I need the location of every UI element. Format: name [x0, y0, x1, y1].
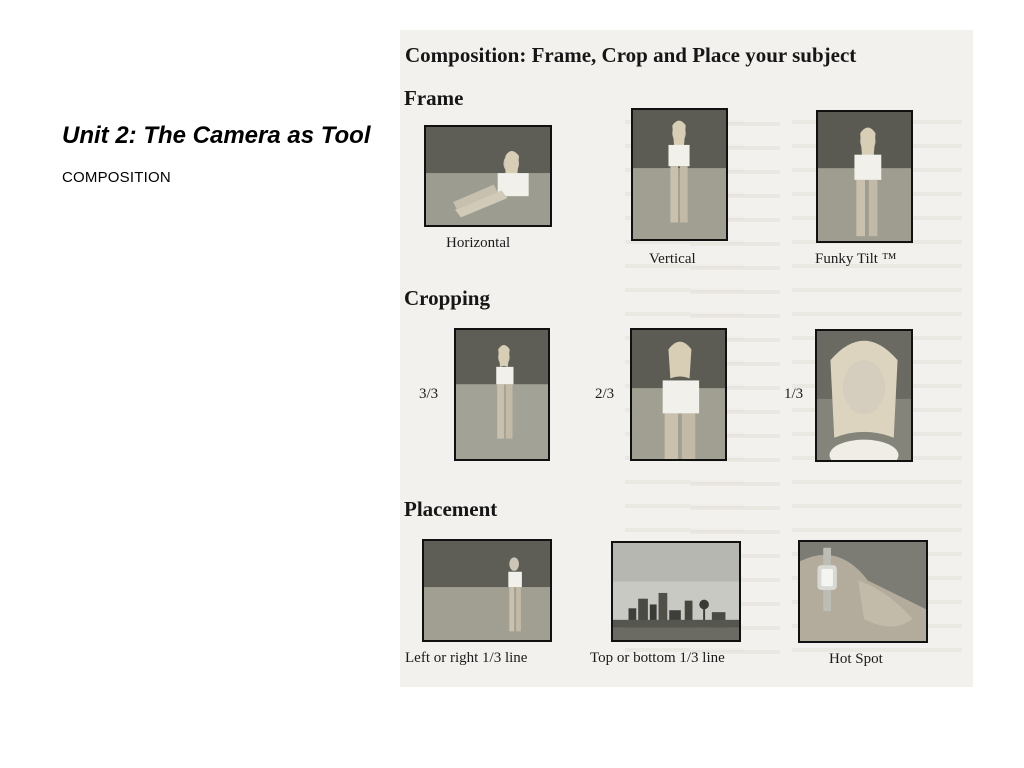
scanned-page: [400, 30, 973, 687]
photo-crop-full: [454, 328, 550, 461]
crop-label-2-3: 2/3: [595, 386, 615, 402]
caption-left-right-third: Left or right 1/3 line: [405, 650, 528, 666]
section-title-frame: Frame: [404, 86, 464, 110]
caption-horizontal: Horizontal: [446, 235, 511, 251]
caption-top-bottom-third: Top or bottom 1/3 line: [590, 650, 725, 666]
photo-placement-skyline: [611, 541, 741, 642]
photo-vertical: [631, 108, 728, 241]
section-title-placement: Placement: [404, 497, 498, 521]
photo-horizontal: [424, 125, 552, 227]
slide-title: Unit 2: The Camera as Tool: [62, 122, 371, 149]
crop-label-3-3: 3/3: [419, 386, 439, 402]
scan-heading: Composition: Frame, Crop and Place your subject: [405, 43, 857, 67]
photo-placement-hot-spot: [798, 540, 928, 643]
caption-hot-spot: Hot Spot: [829, 651, 883, 667]
photo-placement-thirds: [422, 539, 552, 642]
photo-crop-close-up: [815, 329, 913, 462]
section-title-cropping: Cropping: [404, 286, 490, 310]
photo-crop-two-thirds: [630, 328, 727, 461]
crop-label-1-3: 1/3: [784, 386, 804, 402]
slide-subtitle: COMPOSITION: [62, 169, 171, 186]
photo-funky-tilt: [816, 110, 913, 243]
caption-funky-tilt: Funky Tilt ™: [815, 251, 897, 267]
caption-vertical: Vertical: [649, 251, 696, 267]
